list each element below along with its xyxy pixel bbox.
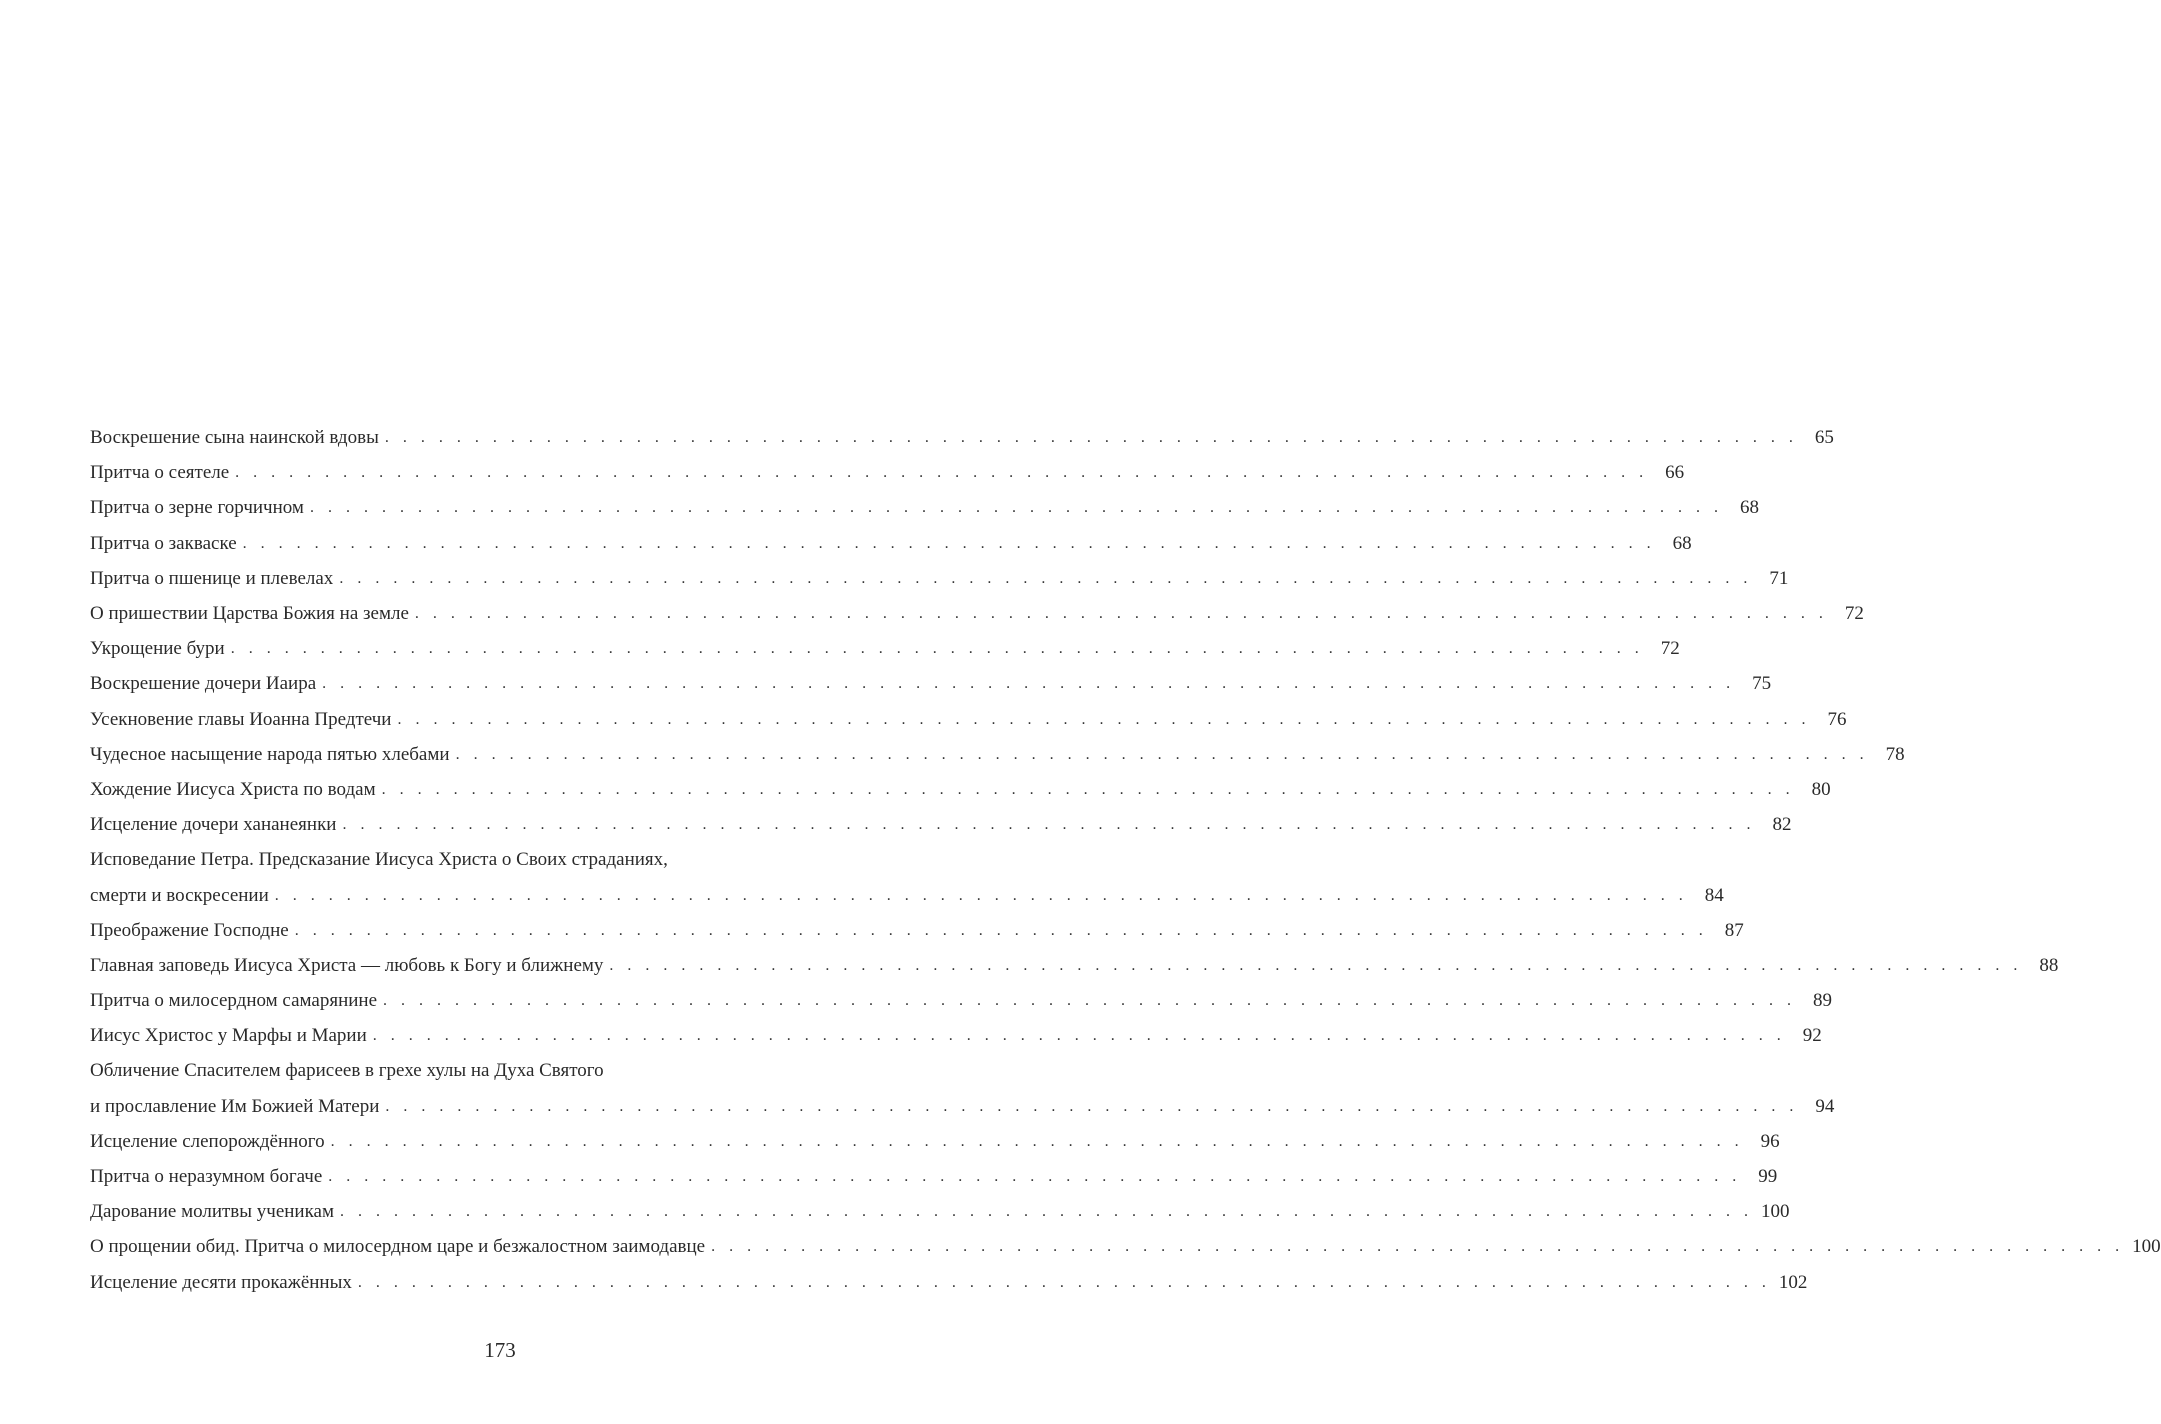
toc-entry-page: 102: [1778, 1271, 1808, 1293]
dot-leader: . . . . . . . . . . . . . . . . . . . . . . . . . . . . . . . . . . . . . . . . . . . . . . . . . . . . . . . . . . . . . . . . . . . . . . . . . . . . . . .: [339, 569, 1753, 587]
toc-entry-page: 68: [1739, 497, 1759, 519]
dot-leader: . . . . . . . . . . . . . . . . . . . . . . . . . . . . . . . . . . . . . . . . . . . . . . . . . . . . . . . . . . . . . . . . . . . . . . . . . . . . . . .: [357, 1273, 1771, 1291]
toc-entry[interactable]: [90, 772, 1831, 807]
toc-entry[interactable]: [90, 1265, 1808, 1300]
dot-leader: . . . . . . . . . . . . . . . . . . . . . . . . . . . . . . . . . . . . . . . . . . . . . . . . . . . . . . . . . . . . . . . . . . . . . . . . . . . . . . .: [340, 1203, 1754, 1221]
dot-leader: . . . . . . . . . . . . . . . . . . . . . . . . . . . . . . . . . . . . . . . . . . . . . . . . . . . . . . . . . . . . . . . . . . . . . . . . . . . . . . .: [397, 710, 1811, 728]
toc-entry-page: 88: [2039, 954, 2059, 976]
toc-entry-title: Дарование молитвы ученикам: [90, 1201, 335, 1223]
dot-leader: . . . . . . . . . . . . . . . . . . . . . . . . . . . . . . . . . . . . . . . . . . . . . . . . . . . . . . . . . . . . . . . . . . . . . . . . . . . . . . .: [242, 534, 1656, 552]
toc-entry-title: Обличение Спасителем фарисеев в грехе хулы на Духа Святого: [90, 1060, 604, 1082]
toc-entry-title: Притча о сеятеле: [90, 462, 230, 484]
toc-entry-page: 82: [1772, 814, 1792, 836]
dot-leader: . . . . . . . . . . . . . . . . . . . . . . . . . . . . . . . . . . . . . . . . . . . . . . . . . . . . . . . . . . . . . . . . . . . . . . . . . . . . . . .: [342, 816, 1756, 834]
toc-entry-page: 94: [1815, 1095, 1835, 1117]
toc-entry[interactable]: [90, 737, 1905, 772]
dot-leader: . . . . . . . . . . . . . . . . . . . . . . . . . . . . . . . . . . . . . . . . . . . . . . . . . . . . . . . . . . . . . . . . . . . . . . . . . . . . . . .: [230, 640, 1644, 658]
dot-leader: . . . . . . . . . . . . . . . . . . . . . . . . . . . . . . . . . . . . . . . . . . . . . . . . . . . . . . . . . . . . . . . . . . . . . . . . . . . . . . .: [381, 780, 1795, 798]
toc-entry[interactable]: [90, 702, 1847, 737]
toc-entry-title: Притча о закваске: [90, 532, 237, 554]
dot-leader: . . . . . . . . . . . . . . . . . . . . . . . . . . . . . . . . . . . . . . . . . . . . . . . . . . . . . . . . . . . . . . . . . . . . . . . . . . . . . . .: [609, 956, 2023, 974]
dot-leader: . . . . . . . . . . . . . . . . . . . . . . . . . . . . . . . . . . . . . . . . . . . . . . . . . . . . . . . . . . . . . . . . . . . . . . . . . . . . . . .: [711, 1238, 2125, 1256]
toc-entry-title: Воскрешение дочери Иаира: [90, 673, 317, 695]
toc-entry-title: Усекновение главы Иоанна Предтечи: [90, 708, 392, 730]
toc-entry-page: 75: [1752, 673, 1772, 695]
toc-entry-page: 72: [1844, 603, 1864, 625]
toc-entry-page: 71: [1769, 567, 1789, 589]
toc-entry-title: Исцеление слепорождённого: [90, 1130, 325, 1152]
toc-entry-title: Притча о милосердном самарянине: [90, 990, 378, 1012]
dot-leader: . . . . . . . . . . . . . . . . . . . . . . . . . . . . . . . . . . . . . . . . . . . . . . . . . . . . . . . . . . . . . . . . . . . . . . . . . . . . . . .: [309, 499, 1723, 517]
toc-entry[interactable]: [90, 561, 1789, 596]
toc-entry-title: Укрощение бури: [90, 638, 225, 660]
toc-entry-page: 92: [1802, 1025, 1822, 1047]
toc-entry-page: 96: [1760, 1130, 1780, 1152]
toc-entry-page: 76: [1827, 708, 1847, 730]
dot-leader: . . . . . . . . . . . . . . . . . . . . . . . . . . . . . . . . . . . . . . . . . . . . . . . . . . . . . . . . . . . . . . . . . . . . . . . . . . . . . . .: [330, 1132, 1744, 1150]
dot-leader: . . . . . . . . . . . . . . . . . . . . . . . . . . . . . . . . . . . . . . . . . . . . . . . . . . . . . . . . . . . . . . . . . . . . . . . . . . . . . . .: [372, 1027, 1786, 1045]
toc-entry[interactable]: [90, 420, 1834, 455]
dot-leader: . . . . . . . . . . . . . . . . . . . . . . . . . . . . . . . . . . . . . . . . . . . . . . . . . . . . . . . . . . . . . . . . . . . . . . . . . . . . . . .: [294, 921, 1708, 939]
dot-leader: . . . . . . . . . . . . . . . . . . . . . . . . . . . . . . . . . . . . . . . . . . . . . . . . . . . . . . . . . . . . . . . . . . . . . . . . . . . . . . .: [455, 745, 1869, 763]
toc-entry-title: смерти и воскресении: [90, 884, 269, 906]
toc-entry-title: Исцеление десяти прокажённых: [90, 1271, 352, 1293]
toc-entry[interactable]: [90, 1124, 1780, 1159]
toc-entry[interactable]: [90, 455, 1685, 490]
toc-entry-title: О пришествии Царства Божия на земле: [90, 603, 409, 625]
toc-entry[interactable]: [90, 948, 2059, 983]
toc-entry[interactable]: [90, 1194, 1790, 1229]
toc-entry-page: 72: [1660, 638, 1680, 660]
table-of-contents: [90, 420, 2161, 1300]
toc-entry-page: 89: [1813, 990, 1833, 1012]
toc-entry-title: Главная заповедь Иисуса Христа — любовь к Богу и ближнему: [90, 954, 604, 976]
toc-entry-page: 80: [1811, 778, 1831, 800]
toc-entry[interactable]: [90, 877, 1724, 912]
dot-leader: . . . . . . . . . . . . . . . . . . . . . . . . . . . . . . . . . . . . . . . . . . . . . . . . . . . . . . . . . . . . . . . . . . . . . . . . . . . . . . .: [383, 992, 1797, 1010]
toc-entry[interactable]: [90, 596, 1864, 631]
dot-leader: . . . . . . . . . . . . . . . . . . . . . . . . . . . . . . . . . . . . . . . . . . . . . . . . . . . . . . . . . . . . . . . . . . . . . . . . . . . . . . .: [384, 429, 1798, 447]
toc-entry-page: 99: [1758, 1166, 1778, 1188]
toc-entry-title: Притча о неразумном богаче: [90, 1166, 323, 1188]
toc-entry-title: Исцеление дочери хананеянки: [90, 814, 337, 836]
dot-leader: . . . . . . . . . . . . . . . . . . . . . . . . . . . . . . . . . . . . . . . . . . . . . . . . . . . . . . . . . . . . . . . . . . . . . . . . . . . . . . .: [328, 1168, 1742, 1186]
toc-entry-page: 68: [1672, 532, 1692, 554]
toc-entry-title: Притча о пшенице и плевелах: [90, 567, 334, 589]
toc-entry-page: 66: [1665, 462, 1685, 484]
toc-entry[interactable]: [90, 1089, 1835, 1124]
toc-entry-title: Воскрешение сына наинской вдовы: [90, 427, 379, 449]
toc-entry-title: Притча о зерне горчичном: [90, 497, 304, 519]
toc-entry[interactable]: [90, 807, 1792, 842]
page-number: 173: [484, 1338, 516, 1362]
toc-entry-page: 100: [1761, 1201, 1790, 1223]
toc-entry[interactable]: [90, 1159, 1778, 1194]
toc-entry-title: Хождение Иисуса Христа по водам: [90, 778, 376, 800]
toc-entry[interactable]: [90, 913, 1744, 948]
toc-entry-page: 84: [1704, 884, 1724, 906]
toc-entry[interactable]: [90, 1018, 1822, 1053]
toc-entry-page: 78: [1885, 743, 1905, 765]
toc-entry-first-line: [90, 842, 866, 877]
dot-leader: . . . . . . . . . . . . . . . . . . . . . . . . . . . . . . . . . . . . . . . . . . . . . . . . . . . . . . . . . . . . . . . . . . . . . . . . . . . . . . .: [235, 464, 1649, 482]
toc-entry-title: Чудесное насыщение народа пятью хлебами: [90, 743, 450, 765]
toc-entry-title: и прославление Им Божией Матери: [90, 1095, 380, 1117]
toc-entry-page: 100: [2132, 1236, 2161, 1258]
toc-entry-title: Преображение Господне: [90, 919, 289, 941]
dot-leader: . . . . . . . . . . . . . . . . . . . . . . . . . . . . . . . . . . . . . . . . . . . . . . . . . . . . . . . . . . . . . . . . . . . . . . . . . . . . . . .: [322, 675, 1736, 693]
toc-entry[interactable]: [90, 1229, 2161, 1264]
toc-entry-title: О прощении обид. Притча о милосердном царе и безжалостном заимодавце: [90, 1236, 706, 1258]
toc-entry[interactable]: [90, 526, 1692, 561]
dot-leader: . . . . . . . . . . . . . . . . . . . . . . . . . . . . . . . . . . . . . . . . . . . . . . . . . . . . . . . . . . . . . . . . . . . . . . . . . . . . . . .: [385, 1097, 1799, 1115]
toc-entry[interactable]: [90, 666, 1772, 701]
toc-entry[interactable]: [90, 983, 1833, 1018]
toc-entry-first-line: [90, 1053, 866, 1088]
toc-entry[interactable]: [90, 490, 1759, 525]
toc-entry-page: 87: [1724, 919, 1744, 941]
toc-entry-title: Иисус Христос у Марфы и Марии: [90, 1025, 367, 1047]
toc-entry-title: Исповедание Петра. Предсказание Иисуса Христа о Своих страданиях,: [90, 849, 668, 871]
dot-leader: . . . . . . . . . . . . . . . . . . . . . . . . . . . . . . . . . . . . . . . . . . . . . . . . . . . . . . . . . . . . . . . . . . . . . . . . . . . . . . .: [414, 605, 1828, 623]
toc-entry-page: 65: [1814, 427, 1834, 449]
toc-entry[interactable]: [90, 631, 1680, 666]
dot-leader: . . . . . . . . . . . . . . . . . . . . . . . . . . . . . . . . . . . . . . . . . . . . . . . . . . . . . . . . . . . . . . . . . . . . . . . . . . . . . . .: [274, 886, 1688, 904]
